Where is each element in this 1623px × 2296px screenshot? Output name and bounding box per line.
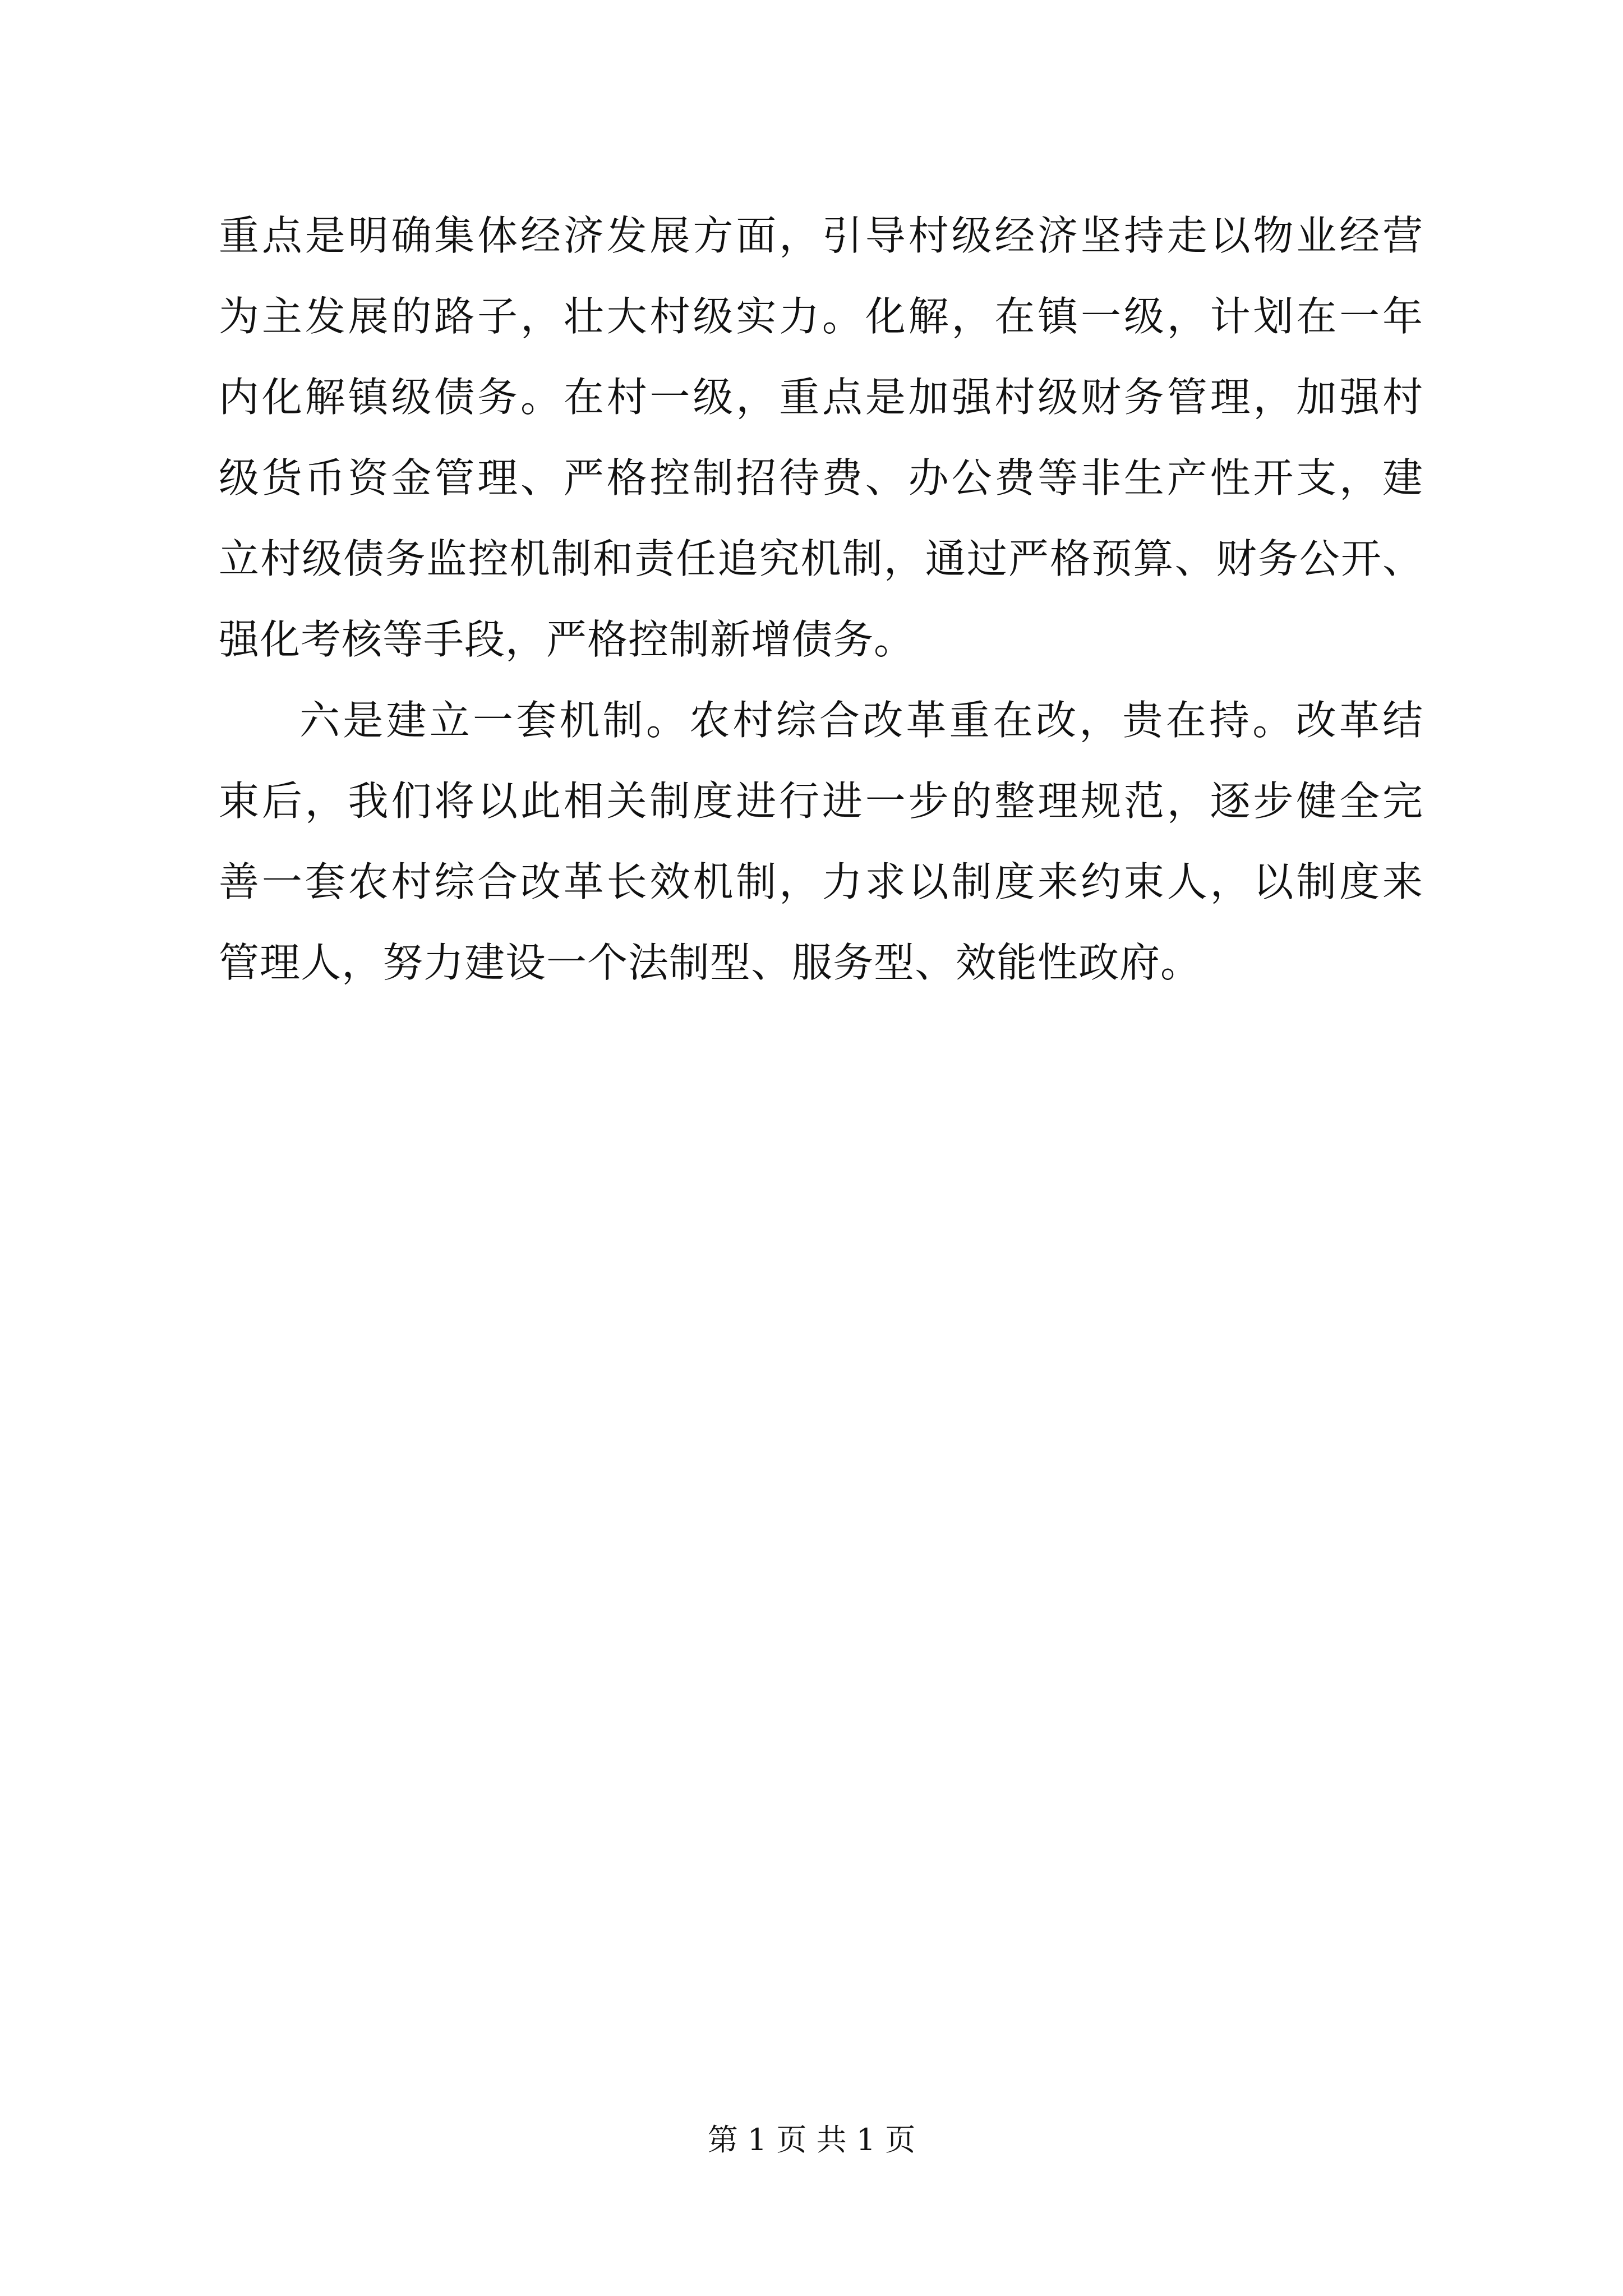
text-line: 善一套农村综合改革长效机制，力求以制度来约束人，以制度来 (219, 858, 1423, 905)
text-line: 为主发展的路子，壮大村级实力。化解，在镇一级，计划在一年 (219, 293, 1423, 340)
paragraph-1 (219, 195, 1423, 680)
text-line: 级货币资金管理、严格控制招待费、办公费等非生产性开支，建 (219, 454, 1423, 501)
paragraph-2 (219, 680, 1423, 1003)
text-line: 内化解镇级债务。在村一级，重点是加强村级财务管理，加强村 (219, 374, 1423, 421)
text-line: 重点是明确集体经济发展方面，引导村级经济坚持走以物业经营 (219, 212, 1423, 259)
text-line: 束后，我们将以此相关制度进行进一步的整理规范，逐步健全完 (219, 777, 1423, 825)
text-line: 六是建立一套机制。农村综合改革重在改，贵在持。改革结 (299, 697, 1423, 744)
text-line: 强化考核等手段，严格控制新增债务。 (219, 616, 915, 663)
text-line: 立村级债务监控机制和责任追究机制，通过严格预算、财务公开、 (219, 535, 1423, 582)
page-number-footer: 第 1 页 共 1 页 (707, 2122, 916, 2157)
text-line: 管理人，努力建设一个法制型、服务型、效能性政府。 (219, 939, 1202, 986)
document-body (219, 195, 1423, 1003)
